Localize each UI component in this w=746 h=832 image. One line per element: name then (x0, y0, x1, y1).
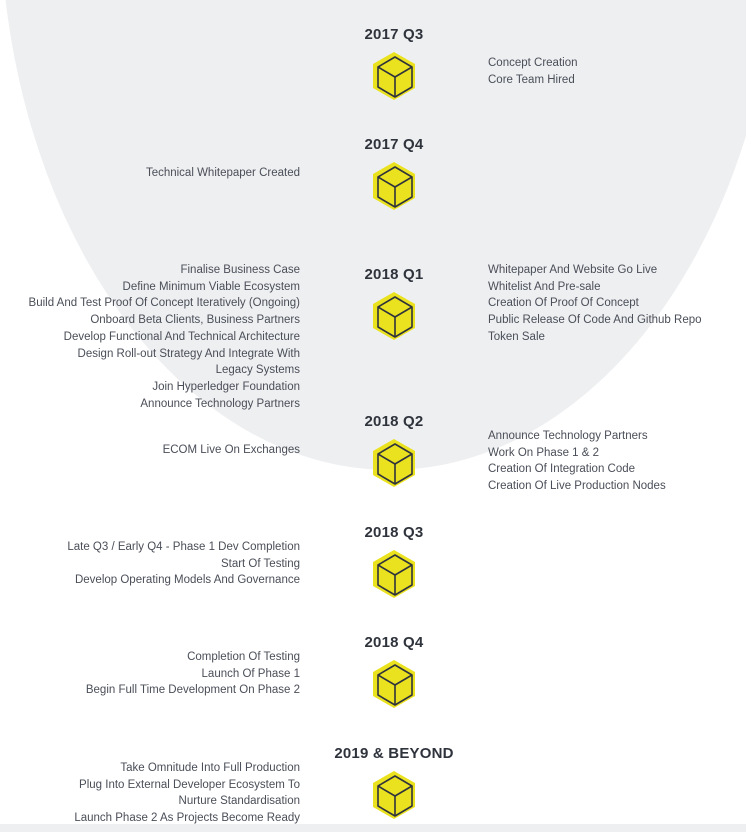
cube-icon (369, 160, 419, 212)
milestone-left-list (0, 539, 300, 589)
milestone-item: Creation Of Live Production Nodes (488, 480, 666, 493)
milestone-title: 2017 Q3 (364, 26, 424, 43)
milestone-right-list (488, 428, 743, 495)
milestone-item: Work On Phase 1 & 2 (488, 446, 600, 459)
milestone-item: Launch Of Phase 1 (201, 667, 300, 680)
cube-icon (369, 437, 419, 489)
milestone-item: Technical Whitepaper Created (145, 167, 300, 179)
milestone-item: Nurture Standardisation (178, 795, 300, 808)
milestone-item: Define Minimum Viable Ecosystem (122, 280, 300, 293)
milestone-item: Announce Technology Partners (488, 430, 648, 442)
milestone-item: Begin Full Time Development On Phase 2 (85, 684, 300, 697)
cube-icon (369, 290, 419, 342)
milestone-title: 2018 Q4 (364, 634, 424, 651)
milestone-item: Design Roll-out Strategy And Integrate With (77, 347, 300, 360)
milestone-item: Develop Operating Models And Governance (74, 574, 300, 587)
milestone-title: 2017 Q4 (364, 136, 424, 153)
milestone-left-list (0, 262, 300, 412)
milestone-right-list (488, 55, 743, 88)
milestone-item: Plug Into External Developer Ecosystem To (79, 778, 300, 791)
milestone-item: Late Q3 / Early Q4 - Phase 1 Dev Completion (67, 541, 300, 553)
milestone-item: Completion Of Testing (187, 651, 300, 663)
milestone-title: 2018 Q1 (364, 266, 424, 283)
cube-icon (369, 769, 419, 821)
milestone-item: Public Release Of Code And Github Repo (488, 314, 702, 327)
milestone-left-list (0, 649, 300, 699)
milestone-item: Launch Phase 2 As Projects Become Ready (74, 812, 300, 825)
milestone-right-list (488, 262, 743, 346)
milestone-item: ECOM Live On Exchanges (162, 444, 300, 456)
milestone-item: Finalise Business Case (180, 264, 300, 276)
milestone-item: Take Omnitude Into Full Production (120, 762, 300, 774)
milestone-item: Concept Creation (488, 57, 578, 69)
milestone-title: 2018 Q2 (364, 413, 424, 430)
milestone-item: Announce Technology Partners (140, 397, 300, 410)
cube-icon (369, 50, 419, 102)
milestone-title: 2019 & BEYOND (334, 745, 454, 762)
milestone-item: Legacy Systems (215, 364, 300, 377)
milestone-item: Develop Functional And Technical Architecture (63, 330, 300, 343)
milestone-left-list (0, 165, 300, 182)
milestone-left-list (0, 760, 300, 827)
milestone-item: Whitepaper And Website Go Live (488, 264, 658, 276)
milestone-item: Core Team Hired (488, 73, 575, 86)
cube-icon (369, 548, 419, 600)
milestone-title: 2018 Q3 (364, 524, 424, 541)
cube-icon (369, 658, 419, 710)
milestone-left-list (0, 442, 300, 459)
milestone-item: Creation Of Integration Code (488, 463, 636, 476)
milestone-item: Onboard Beta Clients, Business Partners (90, 314, 300, 327)
milestone-item: Build And Test Proof Of Concept Iteratively (Ongoing) (28, 297, 300, 310)
milestone-item: Join Hyperledger Foundation (152, 380, 300, 393)
milestone-item: Whitelist And Pre-sale (488, 280, 601, 293)
milestone-item: Start Of Testing (220, 557, 300, 570)
milestone-item: Token Sale (488, 330, 545, 343)
milestone-item: Creation Of Proof Of Concept (488, 297, 639, 310)
